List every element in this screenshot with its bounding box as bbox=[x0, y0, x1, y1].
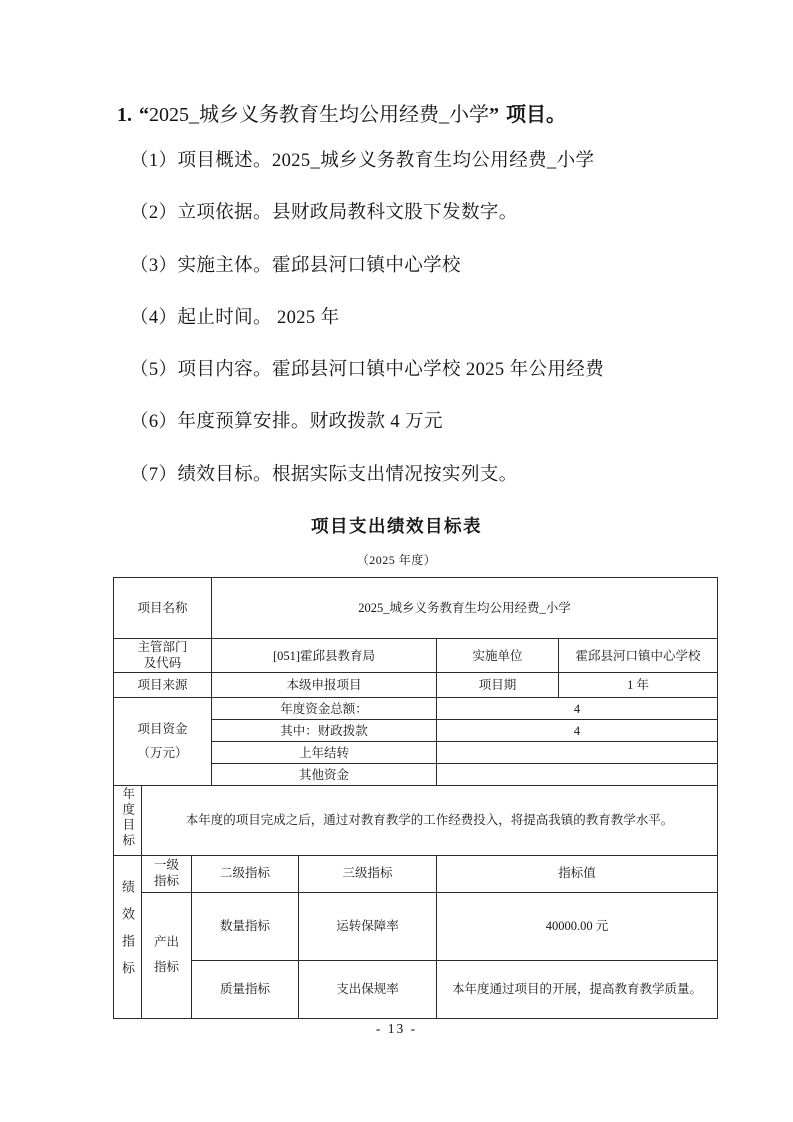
level3-indicator-header-cell: 三级指标 bbox=[299, 855, 437, 892]
indicator-value-header-cell: 指标值 bbox=[437, 855, 718, 892]
quantity-indicator-value-cell: 40000.00 元 bbox=[437, 892, 718, 960]
project-funds-label-line2: （万元） bbox=[137, 746, 188, 761]
annual-goal-text-cell: 本年度的项目完成之后，通过对教育教学的工作经费投入，将提高我镇的教育教学水平。 bbox=[142, 786, 718, 855]
heading-suffix: 项目。 bbox=[506, 104, 566, 126]
project-detail-item-2: （2）立项依据。县财政局教科文股下发数字。 bbox=[130, 203, 518, 224]
implementing-unit-value-cell: 霍邱县河口镇中心学校 bbox=[559, 639, 718, 673]
heading-project-name: 2025_城乡义务教育生均公用经费_小学 bbox=[149, 104, 489, 126]
project-name-label-cell: 项目名称 bbox=[114, 578, 212, 639]
table-subtitle: （2025 年度） bbox=[356, 553, 437, 567]
project-period-label-cell: 项目期 bbox=[437, 673, 559, 698]
project-detail-item-7: （7）绩效目标。根据实际支出情况按实列支。 bbox=[130, 464, 518, 485]
project-detail-item-4: （4）起止时间。 2025 年 bbox=[130, 307, 340, 328]
project-funds-label-line1: 项目资金 bbox=[137, 721, 188, 736]
funds-total-label-cell: 年度资金总额： bbox=[212, 698, 437, 720]
funds-fiscal-label-cell: 其中：财政拨款 bbox=[212, 720, 437, 742]
project-detail-item-5: （5）项目内容。霍邱县河口镇中心学校 2025 年公用经费 bbox=[130, 360, 605, 381]
annual-goal-label: 年度目标 bbox=[120, 787, 135, 850]
level1-indicator-header-cell bbox=[142, 855, 192, 892]
page-number: - 13 - bbox=[375, 1021, 418, 1036]
project-name-value-cell: 2025_城乡义务教育生均公用经费_小学 bbox=[212, 578, 718, 639]
quantity-indicator-name-cell: 运转保障率 bbox=[299, 892, 437, 960]
department-label-cell bbox=[114, 639, 212, 673]
funds-other-value-cell bbox=[437, 764, 718, 786]
project-detail-list bbox=[130, 135, 604, 501]
funds-other-label-cell: 其他资金 bbox=[212, 764, 437, 786]
output-indicator-line2: 指标 bbox=[153, 959, 179, 974]
department-label-line1: 主管部门 bbox=[137, 640, 188, 654]
department-value-cell: [051]霍邱县教育局 bbox=[212, 639, 437, 673]
quality-indicator-label-cell: 质量指标 bbox=[192, 960, 299, 1018]
quality-indicator-value-cell: 本年度通过项目的开展，提高教育教学质量。 bbox=[437, 960, 718, 1018]
performance-indicator-label: 绩效指标 bbox=[120, 880, 135, 989]
funds-carryover-label-cell: 上年结转 bbox=[212, 742, 437, 764]
level2-indicator-header-cell: 二级指标 bbox=[192, 855, 299, 892]
quantity-indicator-label-cell: 数量指标 bbox=[192, 892, 299, 960]
level1-header-line2: 指标 bbox=[153, 873, 179, 888]
project-detail-item-6: （6）年度预算安排。财政拨款 4 万元 bbox=[130, 412, 443, 433]
funds-fiscal-value-cell: 4 bbox=[437, 720, 718, 742]
funds-carryover-value-cell bbox=[437, 742, 718, 764]
performance-indicator-label-cell bbox=[114, 855, 142, 1018]
quality-indicator-name-cell: 支出保规率 bbox=[299, 960, 437, 1018]
level1-header-line1: 一级 bbox=[153, 857, 179, 872]
funds-total-value-cell: 4 bbox=[437, 698, 718, 720]
section-heading bbox=[117, 100, 566, 130]
implementing-unit-label-cell: 实施单位 bbox=[437, 639, 559, 673]
project-detail-item-3: （3）实施主体。霍邱县河口镇中心学校 bbox=[130, 255, 461, 276]
department-label-line2: 及代码 bbox=[143, 655, 182, 670]
output-indicator-line1: 产出 bbox=[153, 934, 179, 949]
output-indicator-group-cell bbox=[142, 892, 192, 1018]
annual-goal-label-cell bbox=[114, 786, 142, 855]
project-detail-item-1: （1）项目概述。2025_城乡义务教育生均公用经费_小学 bbox=[130, 151, 595, 171]
project-funds-label-cell bbox=[114, 698, 212, 786]
project-source-value-cell: 本级申报项目 bbox=[212, 673, 437, 698]
heading-open-quote: “ bbox=[139, 104, 149, 126]
heading-number: 1. bbox=[117, 104, 132, 126]
project-source-label-cell: 项目来源 bbox=[114, 673, 212, 698]
performance-target-table bbox=[113, 577, 718, 1019]
heading-close-quote: ” bbox=[489, 104, 499, 126]
table-title: 项目支出绩效目标表 bbox=[311, 516, 482, 536]
project-period-value-cell: 1 年 bbox=[559, 673, 718, 698]
